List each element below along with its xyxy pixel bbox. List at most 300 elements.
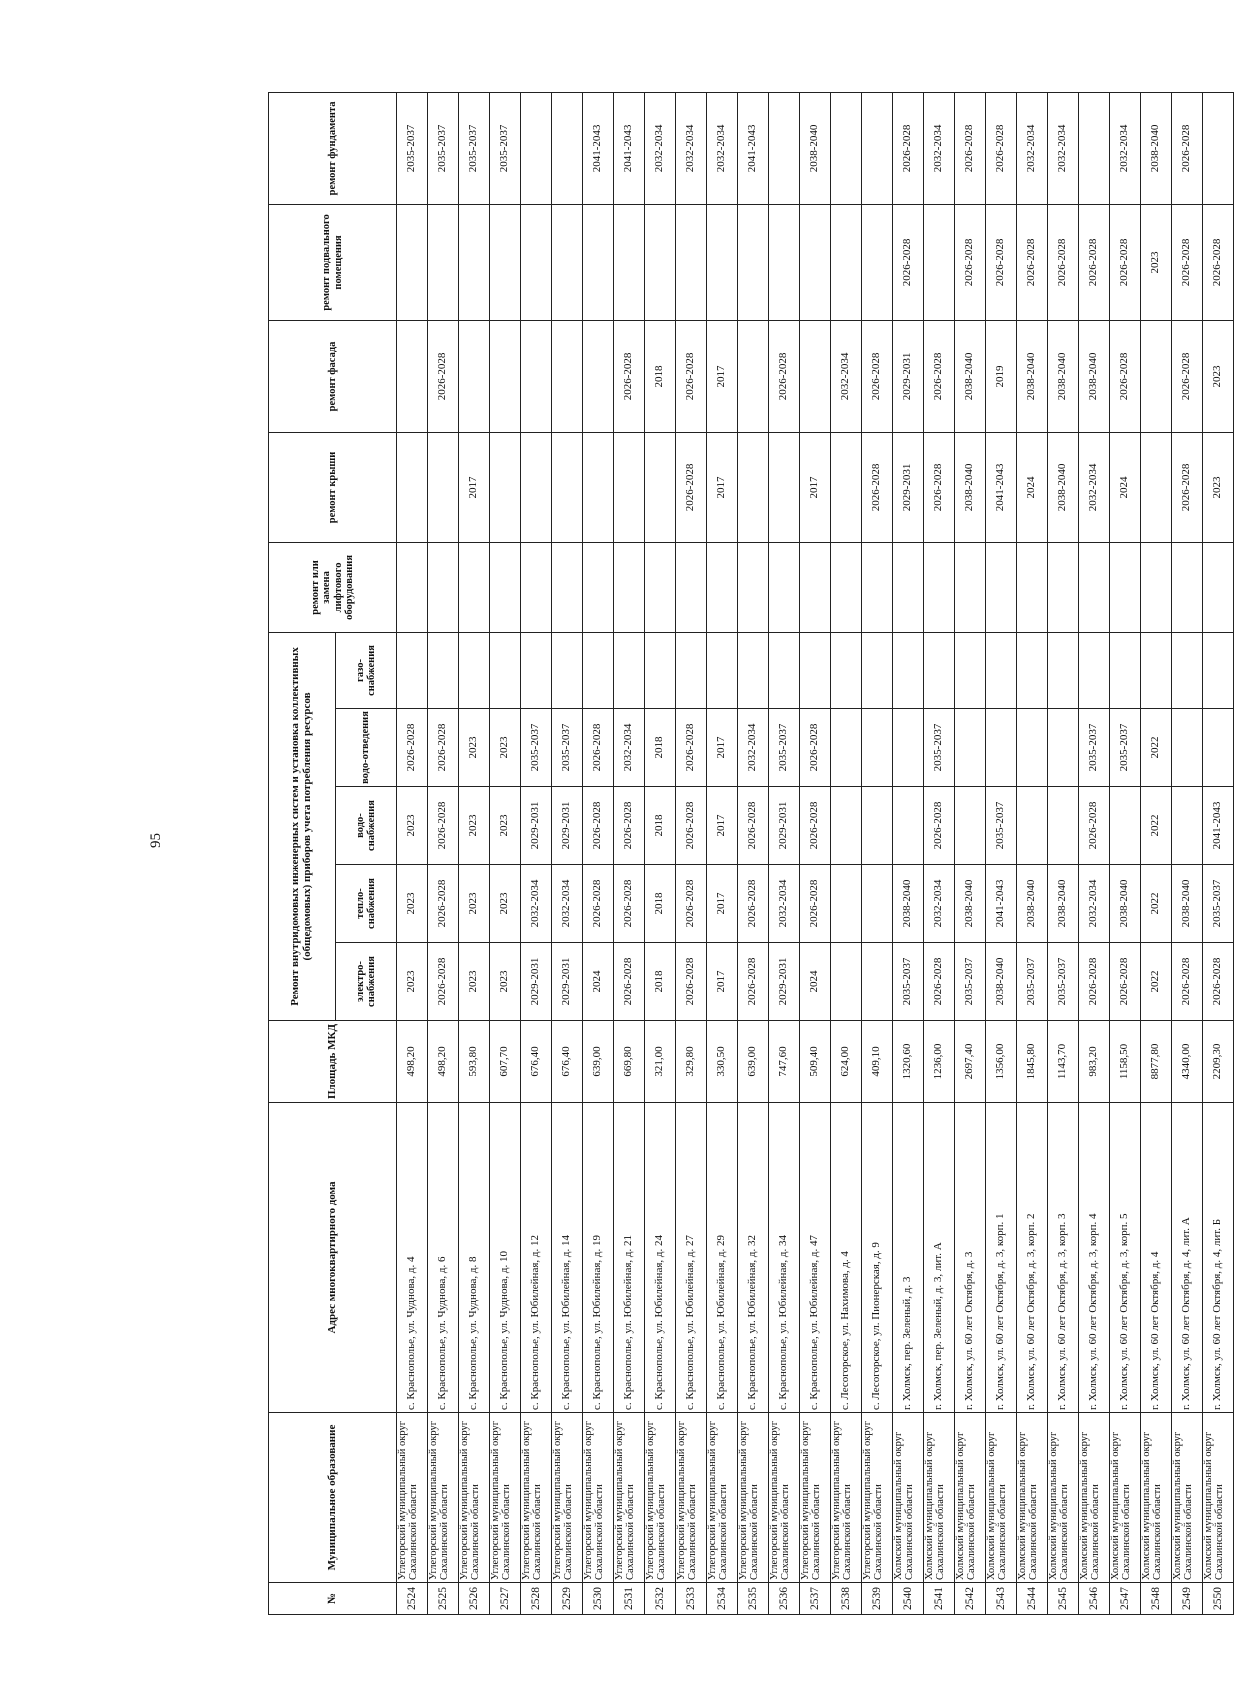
water-cell: 2035-2037 xyxy=(986,787,1017,865)
gas-cell xyxy=(521,632,552,708)
row-number: 2547 xyxy=(1110,1583,1141,1615)
address-cell: г. Холмск, ул. 60 лет Октября, д. 4, лит. А xyxy=(1172,1103,1203,1413)
sewer-cell: 2032-2034 xyxy=(614,709,645,787)
lift-cell xyxy=(1141,542,1172,632)
table-row xyxy=(614,92,645,1614)
facade-cell: 2023 xyxy=(1203,320,1234,432)
heat-cell: 2032-2034 xyxy=(924,865,955,943)
heat-cell: 2038-2040 xyxy=(1017,865,1048,943)
foundation-cell: 2026-2028 xyxy=(1172,92,1203,204)
table-row xyxy=(459,92,490,1614)
electric-cell: 2024 xyxy=(583,943,614,1021)
water-cell xyxy=(955,787,986,865)
address-cell: г. Холмск, пер. Зеленый, д. 3, лит. А xyxy=(924,1103,955,1413)
heat-cell: 2026-2028 xyxy=(800,865,831,943)
foundation-cell: 2035-2037 xyxy=(490,92,521,204)
electric-cell: 2026-2028 xyxy=(924,943,955,1021)
address-cell: с. Краснополье, ул. Чуднова, д. 8 xyxy=(459,1103,490,1413)
lift-cell xyxy=(862,542,893,632)
gas-cell xyxy=(1048,632,1079,708)
roof-cell xyxy=(769,432,800,542)
lift-cell xyxy=(459,542,490,632)
sewer-cell: 2018 xyxy=(645,709,676,787)
gas-cell xyxy=(1141,632,1172,708)
header-electric: электро-снабжения xyxy=(336,943,397,1021)
header-address: Адрес многоквартирного дома xyxy=(269,1103,397,1413)
lift-cell xyxy=(707,542,738,632)
row-number: 2532 xyxy=(645,1583,676,1615)
basement-cell xyxy=(552,204,583,320)
row-number: 2529 xyxy=(552,1583,583,1615)
facade-cell xyxy=(552,320,583,432)
table-row xyxy=(1141,92,1172,1614)
heat-cell: 2041-2043 xyxy=(986,865,1017,943)
basement-cell xyxy=(769,204,800,320)
electric-cell: 2024 xyxy=(800,943,831,1021)
row-number: 2530 xyxy=(583,1583,614,1615)
roof-cell xyxy=(831,432,862,542)
row-number: 2546 xyxy=(1079,1583,1110,1615)
gas-cell xyxy=(1110,632,1141,708)
municipality-cell: Холмский муниципальный округ Сахалинской области xyxy=(1110,1413,1141,1583)
heat-cell: 2032-2034 xyxy=(1079,865,1110,943)
basement-cell: 2026-2028 xyxy=(986,204,1017,320)
municipality-cell: Холмский муниципальный округ Сахалинской области xyxy=(1203,1413,1234,1583)
row-number: 2535 xyxy=(738,1583,769,1615)
heat-cell: 2032-2034 xyxy=(521,865,552,943)
table-row xyxy=(769,92,800,1614)
sewer-cell: 2023 xyxy=(490,709,521,787)
area-cell: 624,00 xyxy=(831,1021,862,1103)
sewer-cell: 2017 xyxy=(707,709,738,787)
facade-cell: 2026-2028 xyxy=(1110,320,1141,432)
facade-cell: 2026-2028 xyxy=(676,320,707,432)
table-row xyxy=(490,92,521,1614)
basement-cell xyxy=(676,204,707,320)
foundation-cell: 2041-2043 xyxy=(738,92,769,204)
electric-cell: 2029-2031 xyxy=(521,943,552,1021)
municipality-cell: Холмский муниципальный округ Сахалинской области xyxy=(1017,1413,1048,1583)
gas-cell xyxy=(955,632,986,708)
table-body xyxy=(397,92,1234,1614)
basement-cell xyxy=(645,204,676,320)
heat-cell: 2026-2028 xyxy=(583,865,614,943)
rotated-table-container xyxy=(268,93,1225,1615)
row-number: 2527 xyxy=(490,1583,521,1615)
water-cell: 2026-2028 xyxy=(1079,787,1110,865)
municipality-cell: Углегорский муниципальный округ Сахалинской области xyxy=(614,1413,645,1583)
foundation-cell: 2035-2037 xyxy=(459,92,490,204)
row-number: 2550 xyxy=(1203,1583,1234,1615)
foundation-cell: 2038-2040 xyxy=(1141,92,1172,204)
municipality-cell: Углегорский муниципальный округ Сахалинской области xyxy=(645,1413,676,1583)
gas-cell xyxy=(614,632,645,708)
electric-cell: 2035-2037 xyxy=(955,943,986,1021)
sewer-cell: 2035-2037 xyxy=(552,709,583,787)
row-number: 2533 xyxy=(676,1583,707,1615)
table-row xyxy=(1203,92,1234,1614)
roof-cell: 2026-2028 xyxy=(1172,432,1203,542)
gas-cell xyxy=(490,632,521,708)
municipality-cell: Углегорский муниципальный округ Сахалинской области xyxy=(583,1413,614,1583)
roof-cell xyxy=(645,432,676,542)
foundation-cell: 2032-2034 xyxy=(924,92,955,204)
facade-cell: 2018 xyxy=(645,320,676,432)
municipality-cell: Углегорский муниципальный округ Сахалинской области xyxy=(862,1413,893,1583)
table-row xyxy=(1172,92,1203,1614)
heat-cell: 2022 xyxy=(1141,865,1172,943)
heat-cell: 2038-2040 xyxy=(1110,865,1141,943)
water-cell: 2026-2028 xyxy=(614,787,645,865)
row-number: 2539 xyxy=(862,1583,893,1615)
foundation-cell xyxy=(831,92,862,204)
roof-cell xyxy=(614,432,645,542)
table-row xyxy=(676,92,707,1614)
sewer-cell xyxy=(831,709,862,787)
foundation-cell: 2038-2040 xyxy=(800,92,831,204)
table-row xyxy=(986,92,1017,1614)
municipality-cell: Углегорский муниципальный округ Сахалинской области xyxy=(490,1413,521,1583)
area-cell: 409,10 xyxy=(862,1021,893,1103)
foundation-cell: 2035-2037 xyxy=(397,92,428,204)
address-cell: с. Краснополье, ул. Юбилейная, д. 29 xyxy=(707,1103,738,1413)
address-cell: г. Холмск, ул. 60 лет Октября, д. 4, лит. Б xyxy=(1203,1103,1234,1413)
lift-cell xyxy=(955,542,986,632)
municipality-cell: Холмский муниципальный округ Сахалинской области xyxy=(986,1413,1017,1583)
sewer-cell: 2026-2028 xyxy=(428,709,459,787)
address-cell: с. Краснополье, ул. Юбилейная, д. 12 xyxy=(521,1103,552,1413)
area-cell: 593,80 xyxy=(459,1021,490,1103)
gas-cell xyxy=(1017,632,1048,708)
area-cell: 498,20 xyxy=(428,1021,459,1103)
roof-cell xyxy=(521,432,552,542)
electric-cell: 2026-2028 xyxy=(1110,943,1141,1021)
address-cell: с. Краснополье, ул. Юбилейная, д. 19 xyxy=(583,1103,614,1413)
foundation-cell: 2041-2043 xyxy=(583,92,614,204)
basement-cell xyxy=(831,204,862,320)
sewer-cell: 2035-2037 xyxy=(1079,709,1110,787)
sewer-cell xyxy=(893,709,924,787)
facade-cell: 2032-2034 xyxy=(831,320,862,432)
address-cell: г. Холмск, ул. 60 лет Октября, д. 3, корп. 4 xyxy=(1079,1103,1110,1413)
roof-cell: 2029-2031 xyxy=(893,432,924,542)
facade-cell xyxy=(490,320,521,432)
roof-cell: 2041-2043 xyxy=(986,432,1017,542)
foundation-cell: 2026-2028 xyxy=(893,92,924,204)
facade-cell xyxy=(583,320,614,432)
roof-cell: 2017 xyxy=(707,432,738,542)
facade-cell xyxy=(521,320,552,432)
header-water: водо-снабжения xyxy=(336,787,397,865)
roof-cell: 2024 xyxy=(1017,432,1048,542)
header-area: Площадь МКД xyxy=(269,1021,397,1103)
address-cell: г. Холмск, ул. 60 лет Октября, д. 3, корп. 2 xyxy=(1017,1103,1048,1413)
table-row xyxy=(1110,92,1141,1614)
lift-cell xyxy=(521,542,552,632)
electric-cell: 2026-2028 xyxy=(1079,943,1110,1021)
area-cell: 329,80 xyxy=(676,1021,707,1103)
address-cell: с. Лесогорское, ул. Нахимова, д. 4 xyxy=(831,1103,862,1413)
roof-cell: 2026-2028 xyxy=(924,432,955,542)
row-number: 2525 xyxy=(428,1583,459,1615)
lift-cell xyxy=(1079,542,1110,632)
area-cell: 321,00 xyxy=(645,1021,676,1103)
lift-cell xyxy=(831,542,862,632)
roof-cell: 2038-2040 xyxy=(955,432,986,542)
electric-cell: 2023 xyxy=(459,943,490,1021)
electric-cell: 2026-2028 xyxy=(1203,943,1234,1021)
electric-cell: 2026-2028 xyxy=(614,943,645,1021)
municipality-cell: Холмский муниципальный округ Сахалинской области xyxy=(1172,1413,1203,1583)
electric-cell xyxy=(862,943,893,1021)
lift-cell xyxy=(614,542,645,632)
water-cell xyxy=(893,787,924,865)
municipality-cell: Углегорский муниципальный округ Сахалинской области xyxy=(397,1413,428,1583)
electric-cell: 2026-2028 xyxy=(738,943,769,1021)
area-cell: 669,80 xyxy=(614,1021,645,1103)
foundation-cell: 2032-2034 xyxy=(645,92,676,204)
water-cell: 2022 xyxy=(1141,787,1172,865)
lift-cell xyxy=(1203,542,1234,632)
water-cell: 2017 xyxy=(707,787,738,865)
sewer-cell xyxy=(1203,709,1234,787)
area-cell: 639,00 xyxy=(583,1021,614,1103)
roof-cell: 2026-2028 xyxy=(676,432,707,542)
address-cell: с. Краснополье, ул. Юбилейная, д. 14 xyxy=(552,1103,583,1413)
municipality-cell: Холмский муниципальный округ Сахалинской области xyxy=(924,1413,955,1583)
roof-cell: 2038-2040 xyxy=(1048,432,1079,542)
heat-cell: 2026-2028 xyxy=(676,865,707,943)
foundation-cell: 2026-2028 xyxy=(955,92,986,204)
address-cell: с. Краснополье, ул. Чуднова, д. 4 xyxy=(397,1103,428,1413)
row-number: 2545 xyxy=(1048,1583,1079,1615)
municipality-cell: Углегорский муниципальный округ Сахалинской области xyxy=(552,1413,583,1583)
address-cell: с. Краснополье, ул. Чуднова, д. 10 xyxy=(490,1103,521,1413)
municipality-cell: Углегорский муниципальный округ Сахалинской области xyxy=(769,1413,800,1583)
address-cell: г. Холмск, ул. 60 лет Октября, д. 3, корп. 3 xyxy=(1048,1103,1079,1413)
basement-cell: 2026-2028 xyxy=(955,204,986,320)
row-number: 2544 xyxy=(1017,1583,1048,1615)
area-cell: 4340,00 xyxy=(1172,1021,1203,1103)
municipality-cell: Углегорский муниципальный округ Сахалинской области xyxy=(676,1413,707,1583)
water-cell xyxy=(862,787,893,865)
lift-cell xyxy=(1048,542,1079,632)
heat-cell xyxy=(862,865,893,943)
water-cell: 2026-2028 xyxy=(924,787,955,865)
facade-cell: 2038-2040 xyxy=(955,320,986,432)
electric-cell: 2022 xyxy=(1141,943,1172,1021)
row-number: 2548 xyxy=(1141,1583,1172,1615)
water-cell: 2026-2028 xyxy=(800,787,831,865)
basement-cell xyxy=(862,204,893,320)
basement-cell xyxy=(397,204,428,320)
sewer-cell xyxy=(1017,709,1048,787)
gas-cell xyxy=(1203,632,1234,708)
facade-cell xyxy=(738,320,769,432)
facade-cell xyxy=(800,320,831,432)
gas-cell xyxy=(583,632,614,708)
row-number: 2542 xyxy=(955,1583,986,1615)
municipality-cell: Холмский муниципальный округ Сахалинской области xyxy=(1141,1413,1172,1583)
address-cell: с. Краснополье, ул. Юбилейная, д. 34 xyxy=(769,1103,800,1413)
electric-cell: 2035-2037 xyxy=(893,943,924,1021)
gas-cell xyxy=(397,632,428,708)
address-cell: с. Краснополье, ул. Юбилейная, д. 24 xyxy=(645,1103,676,1413)
lift-cell xyxy=(1172,542,1203,632)
basement-cell: 2026-2028 xyxy=(1048,204,1079,320)
foundation-cell: 2032-2034 xyxy=(707,92,738,204)
municipality-cell: Углегорский муниципальный округ Сахалинской области xyxy=(521,1413,552,1583)
foundation-cell: 2032-2034 xyxy=(1048,92,1079,204)
roof-cell: 2023 xyxy=(1203,432,1234,542)
foundation-cell xyxy=(769,92,800,204)
sewer-cell xyxy=(986,709,1017,787)
row-number: 2540 xyxy=(893,1583,924,1615)
gas-cell xyxy=(893,632,924,708)
electric-cell: 2017 xyxy=(707,943,738,1021)
area-cell: 1236,00 xyxy=(924,1021,955,1103)
table-row xyxy=(552,92,583,1614)
roof-cell: 2017 xyxy=(800,432,831,542)
foundation-cell: 2026-2028 xyxy=(986,92,1017,204)
address-cell: с. Краснополье, ул. Чуднова, д. 6 xyxy=(428,1103,459,1413)
water-cell xyxy=(831,787,862,865)
heat-cell: 2038-2040 xyxy=(1172,865,1203,943)
lift-cell xyxy=(1110,542,1141,632)
table-row xyxy=(707,92,738,1614)
electric-cell: 2029-2031 xyxy=(769,943,800,1021)
water-cell xyxy=(1017,787,1048,865)
facade-cell: 2029-2031 xyxy=(893,320,924,432)
gas-cell xyxy=(800,632,831,708)
foundation-cell: 2032-2034 xyxy=(1017,92,1048,204)
facade-cell xyxy=(1141,320,1172,432)
basement-cell xyxy=(490,204,521,320)
area-cell: 2697,40 xyxy=(955,1021,986,1103)
basement-cell xyxy=(707,204,738,320)
area-cell: 2209,30 xyxy=(1203,1021,1234,1103)
lift-cell xyxy=(552,542,583,632)
basement-cell: 2026-2028 xyxy=(1172,204,1203,320)
municipality-cell: Углегорский муниципальный округ Сахалинской области xyxy=(831,1413,862,1583)
gas-cell xyxy=(676,632,707,708)
facade-cell xyxy=(459,320,490,432)
gas-cell xyxy=(645,632,676,708)
water-cell: 2023 xyxy=(490,787,521,865)
table-row xyxy=(800,92,831,1614)
row-number: 2526 xyxy=(459,1583,490,1615)
lift-cell xyxy=(490,542,521,632)
roof-cell xyxy=(583,432,614,542)
gas-cell xyxy=(831,632,862,708)
header-foundation: ремонт фундамента xyxy=(269,92,397,204)
facade-cell: 2038-2040 xyxy=(1079,320,1110,432)
basement-cell: 2026-2028 xyxy=(1203,204,1234,320)
municipality-cell: Углегорский муниципальный округ Сахалинской области xyxy=(800,1413,831,1583)
foundation-cell: 2032-2034 xyxy=(676,92,707,204)
water-cell: 2026-2028 xyxy=(583,787,614,865)
address-cell: г. Холмск, ул. 60 лет Октября, д. 3, корп. 1 xyxy=(986,1103,1017,1413)
address-cell: с. Краснополье, ул. Юбилейная, д. 27 xyxy=(676,1103,707,1413)
heat-cell: 2026-2028 xyxy=(614,865,645,943)
row-number: 2528 xyxy=(521,1583,552,1615)
gas-cell xyxy=(986,632,1017,708)
heat-cell: 2017 xyxy=(707,865,738,943)
roof-cell xyxy=(552,432,583,542)
foundation-cell: 2032-2034 xyxy=(1110,92,1141,204)
basement-cell: 2026-2028 xyxy=(1017,204,1048,320)
foundation-cell xyxy=(862,92,893,204)
electric-cell: 2029-2031 xyxy=(552,943,583,1021)
facade-cell: 2026-2028 xyxy=(1172,320,1203,432)
area-cell: 498,20 xyxy=(397,1021,428,1103)
table-row xyxy=(583,92,614,1614)
sewer-cell xyxy=(862,709,893,787)
area-cell: 1845,80 xyxy=(1017,1021,1048,1103)
table-row xyxy=(521,92,552,1614)
lift-cell xyxy=(738,542,769,632)
roof-cell: 2026-2028 xyxy=(862,432,893,542)
basement-cell xyxy=(738,204,769,320)
lift-cell xyxy=(583,542,614,632)
address-cell: г. Холмск, ул. 60 лет Октября, д. 4 xyxy=(1141,1103,1172,1413)
electric-cell: 2026-2028 xyxy=(428,943,459,1021)
municipality-cell: Углегорский муниципальный округ Сахалинской области xyxy=(738,1413,769,1583)
heat-cell: 2023 xyxy=(397,865,428,943)
water-cell: 2018 xyxy=(645,787,676,865)
roof-cell xyxy=(428,432,459,542)
address-cell: с. Краснополье, ул. Юбилейная, д. 47 xyxy=(800,1103,831,1413)
electric-cell: 2023 xyxy=(397,943,428,1021)
table-row xyxy=(1079,92,1110,1614)
heat-cell: 2038-2040 xyxy=(1048,865,1079,943)
repair-schedule-table xyxy=(268,92,1234,1615)
heat-cell xyxy=(831,865,862,943)
heat-cell: 2032-2034 xyxy=(769,865,800,943)
table-row xyxy=(738,92,769,1614)
electric-cell: 2026-2028 xyxy=(1172,943,1203,1021)
address-cell: с. Краснополье, ул. Юбилейная, д. 32 xyxy=(738,1103,769,1413)
water-cell: 2023 xyxy=(459,787,490,865)
address-cell: с. Краснополье, ул. Юбилейная, д. 21 xyxy=(614,1103,645,1413)
facade-cell: 2026-2028 xyxy=(924,320,955,432)
gas-cell xyxy=(738,632,769,708)
heat-cell: 2018 xyxy=(645,865,676,943)
header-facade: ремонт фасада xyxy=(269,320,397,432)
header-municipality: Муниципальное образование xyxy=(269,1413,397,1583)
water-cell xyxy=(1110,787,1141,865)
row-number: 2549 xyxy=(1172,1583,1203,1615)
lift-cell xyxy=(645,542,676,632)
area-cell: 676,40 xyxy=(521,1021,552,1103)
facade-cell: 2026-2028 xyxy=(862,320,893,432)
table-row xyxy=(831,92,862,1614)
electric-cell: 2018 xyxy=(645,943,676,1021)
municipality-cell: Холмский муниципальный округ Сахалинской области xyxy=(1048,1413,1079,1583)
header-heat: тепло-снабжения xyxy=(336,865,397,943)
heat-cell: 2035-2037 xyxy=(1203,865,1234,943)
water-cell: 2029-2031 xyxy=(521,787,552,865)
heat-cell: 2023 xyxy=(459,865,490,943)
basement-cell xyxy=(459,204,490,320)
gas-cell xyxy=(428,632,459,708)
water-cell: 2041-2043 xyxy=(1203,787,1234,865)
lift-cell xyxy=(924,542,955,632)
heat-cell: 2023 xyxy=(490,865,521,943)
sewer-cell xyxy=(955,709,986,787)
basement-cell xyxy=(428,204,459,320)
row-number: 2531 xyxy=(614,1583,645,1615)
